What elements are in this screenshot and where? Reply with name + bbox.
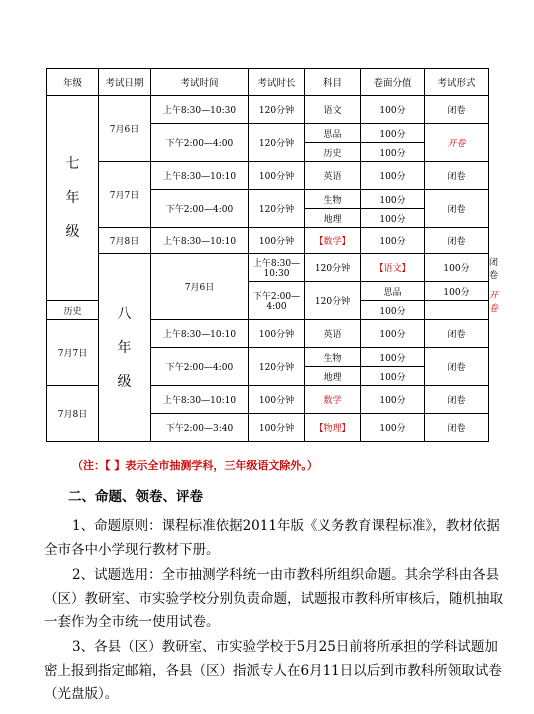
table-row: 下午2:00—4:00 120分钟 思品 100分 开卷	[47, 282, 489, 301]
format-cell: 闭卷	[425, 348, 489, 386]
date-cell: 7月8日	[99, 228, 151, 254]
subject-cell: 【数学】	[305, 228, 361, 254]
subject-cell: 【语文】	[361, 254, 425, 282]
score-cell: 100分	[361, 301, 425, 320]
score-cell: 100分	[361, 162, 425, 190]
table-row: 八 年 级 7月6日 上午8:30—10:30 120分钟 【语文】 100分 闭卷	[47, 254, 489, 282]
format-cell: 闭卷	[425, 162, 489, 190]
time-cell: 下午2:00—4:00	[151, 190, 249, 228]
time-cell: 上午8:30—10:10	[151, 386, 249, 414]
format-cell: 开卷	[425, 124, 489, 162]
paragraph-2: 2、试题选用：全市抽测学科统一由市教科所组织命题。其余学科由各县（区）教研室、市实验学校分别负责命题，试题报市教科所审核后，随机抽取一套作为全市统一使用试卷。	[44, 567, 503, 630]
score-cell: 100分	[425, 282, 489, 301]
format-cell: 闭卷	[425, 414, 489, 442]
paragraph-1: 1、命题原则：课程标准依据2011年版《义务教育课程标准》，教材依据全市各中小学现行教材下册。	[44, 518, 500, 558]
score-cell: 100分	[361, 143, 425, 162]
score-cell: 100分	[361, 96, 425, 124]
date-cell: 7月7日	[99, 162, 151, 228]
header-score: 卷面分值	[361, 69, 425, 96]
date-cell: 7月6日	[151, 254, 249, 320]
score-cell: 100分	[425, 254, 489, 282]
duration-cell: 120分钟	[305, 254, 361, 282]
score-cell: 100分	[361, 209, 425, 228]
duration-cell: 100分钟	[249, 320, 305, 348]
time-cell: 上午8:30—10:30	[151, 96, 249, 124]
time-cell: 下午2:00—4:00	[151, 348, 249, 386]
grade-7-cell: 七 年 级	[47, 96, 99, 301]
subject-cell: 数学	[305, 386, 361, 414]
subject-cell: 语文	[305, 96, 361, 124]
table-row	[47, 162, 489, 190]
time-cell: 下午2:00—4:00	[249, 282, 305, 320]
duration-cell: 120分钟	[249, 190, 305, 228]
subject-cell: 英语	[305, 320, 361, 348]
format-cell: 闭卷	[425, 320, 489, 348]
table-note: （注：【 】表示全市抽测学科，三年级语文除外。）	[72, 459, 318, 472]
time-cell: 下午2:00—3:40	[151, 414, 249, 442]
format-cell: 闭卷	[425, 96, 489, 124]
format-cell: 闭卷	[425, 386, 489, 414]
subject-cell: 历史	[305, 143, 361, 162]
time-cell: 下午2:00—4:00	[151, 124, 249, 162]
subject-cell: 历史	[47, 301, 99, 320]
duration-cell: 120分钟	[305, 282, 361, 320]
time-cell: 上午8:30—10:10	[151, 228, 249, 254]
duration-cell: 100分钟	[249, 414, 305, 442]
duration-cell: 120分钟	[249, 96, 305, 124]
time-cell: 上午8:30—10:10	[151, 320, 249, 348]
duration-cell: 120分钟	[249, 348, 305, 386]
grade-8-cell: 八 年 级	[99, 254, 151, 442]
subject-cell: 生物	[305, 348, 361, 367]
score-cell: 100分	[361, 386, 425, 414]
header-format: 考试形式	[425, 69, 489, 96]
header-date: 考试日期	[99, 69, 151, 96]
header-duration: 考试时长	[249, 69, 305, 96]
subject-cell: 生物	[305, 190, 361, 209]
score-cell: 100分	[361, 348, 425, 367]
format-cell: 闭卷	[425, 228, 489, 254]
subject-cell: 思品	[305, 124, 361, 143]
subject-cell: 【物理】	[305, 414, 361, 442]
duration-cell: 100分钟	[249, 228, 305, 254]
table-header-row	[47, 69, 489, 96]
date-cell: 7月6日	[99, 96, 151, 162]
format-cell: 闭卷	[425, 190, 489, 228]
exam-schedule-table	[46, 68, 499, 442]
section-heading: 二、命题、领卷、评卷	[68, 489, 203, 505]
subject-cell: 思品	[361, 282, 425, 301]
score-cell: 100分	[361, 367, 425, 386]
table-row	[47, 96, 489, 124]
score-cell: 100分	[361, 124, 425, 143]
subject-cell: 地理	[305, 367, 361, 386]
time-cell: 上午8:30—10:30	[249, 254, 305, 282]
subject-cell: 英语	[305, 162, 361, 190]
score-cell: 100分	[361, 190, 425, 209]
date-cell: 7月7日	[47, 320, 99, 386]
score-cell: 100分	[361, 228, 425, 254]
table-row	[47, 228, 489, 254]
time-cell: 上午8:30—10:10	[151, 162, 249, 190]
date-cell: 7月8日	[47, 386, 99, 442]
duration-cell: 120分钟	[249, 124, 305, 162]
header-grade: 年级	[47, 69, 99, 96]
duration-cell: 100分钟	[249, 386, 305, 414]
duration-cell: 100分钟	[249, 162, 305, 190]
header-time: 考试时间	[151, 69, 249, 96]
score-cell: 100分	[361, 320, 425, 348]
header-subject: 科目	[305, 69, 361, 96]
paragraph-3: 3、各县（区）教研室、市实验学校于5月25日前将所承担的学科试题加密上报到指定邮箱，各县（区）指派专人在6月11日以后到市教科所领取试卷（光盘版）。	[44, 639, 502, 702]
subject-cell: 地理	[305, 209, 361, 228]
score-cell: 100分	[361, 414, 425, 442]
